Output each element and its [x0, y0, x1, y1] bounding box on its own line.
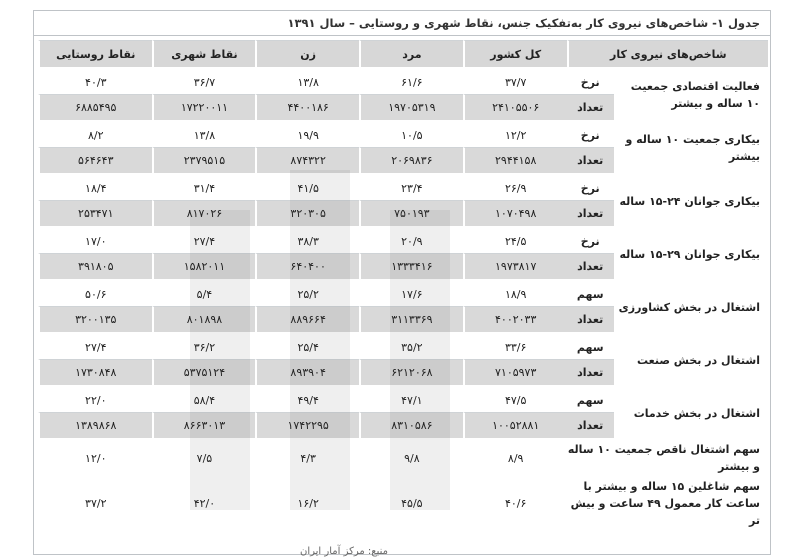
value-cell: ۱۷۲۲۰۰۱۱ — [152, 94, 256, 120]
indicator-label: اشتغال در بخش کشاورزی — [614, 279, 768, 332]
value-cell: ۸۹۳۹۰۴ — [255, 359, 359, 385]
table-caption: جدول ۱- شاخص‌های نیروی کار به‌تفکیک جنس، نقاط شهری و روستایی – سال ۱۳۹۱ — [34, 11, 770, 36]
value-cell: ۲۳/۴ — [359, 173, 463, 200]
value-cell: ۱۷۴۲۲۹۵ — [255, 412, 359, 438]
value-cell: ۵۶۴۶۴۳ — [38, 147, 152, 173]
value-cell: ۱۸/۴ — [38, 173, 152, 200]
indicator-label: بیکاری جوانان ۲۴-۱۵ ساله — [614, 173, 768, 226]
indicator-label: سهم اشتغال ناقص جمعیت ۱۰ ساله و بیشتر — [567, 438, 768, 475]
value-cell: ۱۰۷۰۴۹۸ — [463, 200, 567, 226]
value-cell: ۱۳/۸ — [255, 67, 359, 94]
value-cell: ۳۹۱۸۰۵ — [38, 253, 152, 279]
header-row — [38, 40, 768, 67]
value-cell: ۳۱/۴ — [152, 173, 256, 200]
header-indicator: شاخص‌های نیروی کار — [567, 40, 768, 67]
value-cell: ۳۲۰۰۱۳۵ — [38, 306, 152, 332]
measure-label: تعداد — [567, 253, 614, 279]
value-cell: ۴۲/۰ — [152, 475, 256, 529]
header-male: مرد — [359, 40, 463, 67]
value-cell: ۱۰/۵ — [359, 120, 463, 147]
value-cell: ۳۲۰۳۰۵ — [255, 200, 359, 226]
header-urban: نقاط شهری — [152, 40, 256, 67]
measure-label: سهم — [567, 279, 614, 306]
value-cell: ۱۳۳۳۴۱۶ — [359, 253, 463, 279]
value-cell: ۲۵۳۴۷۱ — [38, 200, 152, 226]
value-cell: ۱۹۷۰۵۳۱۹ — [359, 94, 463, 120]
measure-label: نرخ — [567, 120, 614, 147]
value-cell: ۶۲۱۲۰۶۸ — [359, 359, 463, 385]
value-cell: ۷/۵ — [152, 438, 256, 475]
measure-label: سهم — [567, 332, 614, 359]
value-cell: ۴۱/۵ — [255, 173, 359, 200]
measure-label: نرخ — [567, 67, 614, 94]
value-cell: ۲۵/۲ — [255, 279, 359, 306]
value-cell: ۶۱/۶ — [359, 67, 463, 94]
value-cell: ۱۷۳۰۸۴۸ — [38, 359, 152, 385]
indicator-label: اشتغال در بخش صنعت — [614, 332, 768, 385]
measure-label: تعداد — [567, 147, 614, 173]
value-cell: ۳۵/۲ — [359, 332, 463, 359]
value-cell: ۲۲/۰ — [38, 385, 152, 412]
value-cell: ۱۲/۰ — [38, 438, 152, 475]
value-cell: ۸۱۷۰۲۶ — [152, 200, 256, 226]
indicator-label: اشتغال در بخش خدمات — [614, 385, 768, 438]
table-row — [38, 438, 768, 475]
value-cell: ۹/۸ — [359, 438, 463, 475]
value-cell: ۲۹۴۴۱۵۸ — [463, 147, 567, 173]
table-row — [38, 279, 768, 306]
measure-label: تعداد — [567, 94, 614, 120]
value-cell: ۴۰/۶ — [463, 475, 567, 529]
value-cell: ۳۶/۷ — [152, 67, 256, 94]
value-cell: ۸۰۱۸۹۸ — [152, 306, 256, 332]
value-cell: ۳۶/۲ — [152, 332, 256, 359]
value-cell: ۱۳۸۹۸۶۸ — [38, 412, 152, 438]
measure-label: نرخ — [567, 226, 614, 253]
header-female: زن — [255, 40, 359, 67]
table-row — [38, 67, 768, 94]
value-cell: ۶۸۸۵۴۹۵ — [38, 94, 152, 120]
value-cell: ۱۹/۹ — [255, 120, 359, 147]
measure-label: تعداد — [567, 412, 614, 438]
value-cell: ۳۱۱۳۳۶۹ — [359, 306, 463, 332]
value-cell: ۵۸/۴ — [152, 385, 256, 412]
header-total: کل کشور — [463, 40, 567, 67]
indicator-label: بیکاری جوانان ۲۹-۱۵ ساله — [614, 226, 768, 279]
value-cell: ۱۵۸۲۰۱۱ — [152, 253, 256, 279]
value-cell: ۱۹۷۳۸۱۷ — [463, 253, 567, 279]
indicator-label: بیکاری جمعیت ۱۰ ساله و بیشتر — [614, 120, 768, 173]
value-cell: ۳۷/۲ — [38, 475, 152, 529]
value-cell: ۵/۴ — [152, 279, 256, 306]
table-row — [38, 120, 768, 147]
value-cell: ۳۷/۷ — [463, 67, 567, 94]
value-cell: ۲۴/۵ — [463, 226, 567, 253]
table-body — [38, 67, 768, 529]
value-cell: ۲۷/۴ — [152, 226, 256, 253]
measure-label: تعداد — [567, 359, 614, 385]
value-cell: ۱۶/۲ — [255, 475, 359, 529]
value-cell: ۵۳۷۵۱۲۴ — [152, 359, 256, 385]
value-cell: ۱۰۰۵۲۸۸۱ — [463, 412, 567, 438]
table-row — [38, 173, 768, 200]
table-row — [38, 226, 768, 253]
value-cell: ۸۷۴۳۲۲ — [255, 147, 359, 173]
measure-label: سهم — [567, 385, 614, 412]
value-cell: ۴۵/۵ — [359, 475, 463, 529]
header-rural: نقاط روستایی — [38, 40, 152, 67]
value-cell: ۲۶/۹ — [463, 173, 567, 200]
value-cell: ۸/۹ — [463, 438, 567, 475]
value-cell: ۲۰/۹ — [359, 226, 463, 253]
value-cell: ۱۷/۰ — [38, 226, 152, 253]
value-cell: ۸۶۶۳۰۱۳ — [152, 412, 256, 438]
value-cell: ۷۱۰۵۹۷۳ — [463, 359, 567, 385]
value-cell: ۴۹/۴ — [255, 385, 359, 412]
value-cell: ۶۴۰۴۰۰ — [255, 253, 359, 279]
measure-label: نرخ — [567, 173, 614, 200]
measure-label: تعداد — [567, 306, 614, 332]
value-cell: ۴۰۰۲۰۳۳ — [463, 306, 567, 332]
value-cell: ۱۳/۸ — [152, 120, 256, 147]
table-row — [38, 385, 768, 412]
value-cell: ۱۸/۹ — [463, 279, 567, 306]
value-cell: ۲۰۶۹۸۳۶ — [359, 147, 463, 173]
value-cell: ۸۸۹۶۶۴ — [255, 306, 359, 332]
value-cell: ۴۰/۳ — [38, 67, 152, 94]
value-cell: ۲۷/۴ — [38, 332, 152, 359]
value-cell: ۲۳۷۹۵۱۵ — [152, 147, 256, 173]
table-row — [38, 332, 768, 359]
value-cell: ۸/۲ — [38, 120, 152, 147]
value-cell: ۴۷/۱ — [359, 385, 463, 412]
value-cell: ۲۴۱۰۵۵۰۶ — [463, 94, 567, 120]
footer-note: منبع: مرکز آمار ایران — [300, 546, 388, 557]
value-cell: ۳۸/۳ — [255, 226, 359, 253]
measure-label: تعداد — [567, 200, 614, 226]
value-cell: ۲۵/۴ — [255, 332, 359, 359]
value-cell: ۴۷/۵ — [463, 385, 567, 412]
indicator-label: فعالیت اقتصادی جمعیت ۱۰ ساله و بیشتر — [614, 67, 768, 120]
value-cell: ۵۰/۶ — [38, 279, 152, 306]
table-row — [38, 475, 768, 529]
value-cell: ۷۵۰۱۹۳ — [359, 200, 463, 226]
value-cell: ۴/۳ — [255, 438, 359, 475]
table-frame — [33, 10, 771, 555]
indicator-label: سهم شاغلین ۱۵ ساله و بیشتر با ساعت کار معمول ۴۹ ساعت و بیش تر — [567, 475, 768, 529]
value-cell: ۸۳۱۰۵۸۶ — [359, 412, 463, 438]
value-cell: ۱۷/۶ — [359, 279, 463, 306]
value-cell: ۳۳/۶ — [463, 332, 567, 359]
value-cell: ۴۴۰۰۱۸۶ — [255, 94, 359, 120]
labor-indicators-table — [38, 40, 768, 529]
value-cell: ۱۲/۲ — [463, 120, 567, 147]
